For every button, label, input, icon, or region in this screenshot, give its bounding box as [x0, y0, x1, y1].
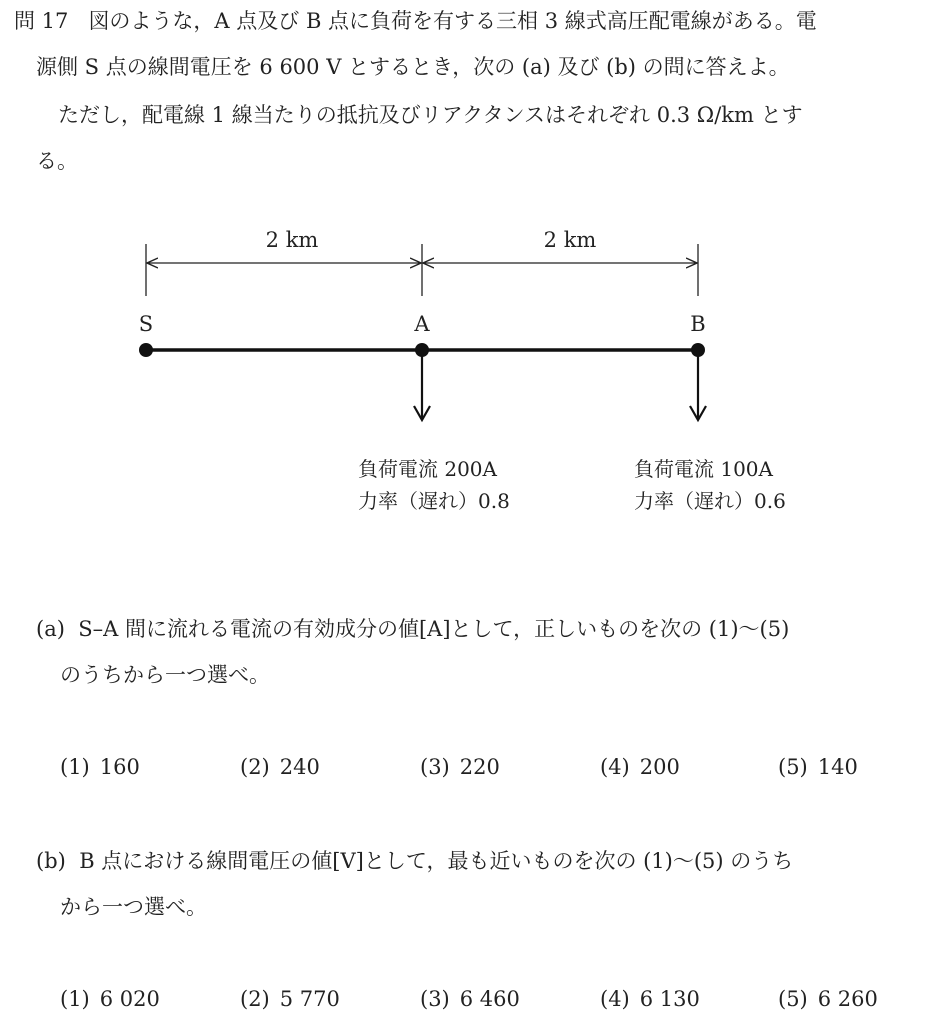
node-dot-s	[139, 343, 153, 357]
question-a-choice-2[interactable]	[240, 752, 320, 782]
choice-number: (4)	[600, 987, 630, 1011]
choice-number: (1)	[60, 755, 90, 779]
question-a-choice-1[interactable]	[60, 752, 140, 782]
question-a-label: (a)	[36, 617, 65, 641]
choice-value: 200	[639, 755, 680, 779]
load-a-pf: 力率（遅れ）0.8	[358, 489, 510, 513]
problem-line-3: ただし，配電線 1 線当たりの抵抗及びリアクタンスはそれぞれ 0.3 Ω/km とす	[58, 103, 803, 127]
dim-label-ab: 2 km	[543, 228, 597, 252]
choice-number: (5)	[778, 987, 808, 1011]
choice-number: (2)	[240, 755, 270, 779]
question-b-line-1	[36, 846, 793, 876]
question-b-text-1: B 点における線間電圧の値[V]として，最も近いものを次の (1)～(5) のうち	[79, 849, 794, 873]
question-b-choice-1[interactable]	[60, 984, 160, 1014]
problem-text-1: 図のような，A 点及び B 点に負荷を有する三相 3 線式高圧配電線がある。電	[88, 9, 817, 33]
question-b-choice-2[interactable]	[240, 984, 340, 1014]
dim-label-sa: 2 km	[265, 228, 319, 252]
question-a-choice-5[interactable]	[778, 752, 858, 782]
choice-number: (3)	[420, 755, 450, 779]
question-a-line-2: のうちから一つ選べ。	[60, 663, 270, 687]
question-b-label: (b)	[36, 849, 66, 873]
choice-value: 160	[99, 755, 140, 779]
question-a-line-1	[36, 614, 789, 644]
node-label-s: S	[138, 312, 154, 336]
problem-line-2: 源側 S 点の線間電圧を 6 600 V とするとき，次の (a) 及び (b) の問に答えよ。	[36, 55, 790, 79]
node-label-a: A	[414, 312, 430, 336]
question-b-choice-4[interactable]	[600, 984, 700, 1014]
choice-value: 140	[817, 755, 858, 779]
question-b-choice-5[interactable]	[778, 984, 878, 1014]
question-b-choice-3[interactable]	[420, 984, 520, 1014]
load-b-current: 負荷電流 100A	[634, 457, 773, 481]
choice-value: 240	[279, 755, 320, 779]
choice-value: 5 770	[279, 987, 340, 1011]
load-a-current: 負荷電流 200A	[358, 457, 497, 481]
choice-number: (5)	[778, 755, 808, 779]
choice-value: 220	[459, 755, 500, 779]
choice-value: 6 130	[639, 987, 700, 1011]
question-a-text-1: S–A 間に流れる電流の有効成分の値[A]として，正しいものを次の (1)～(5)	[78, 617, 790, 641]
choice-value: 6 020	[99, 987, 160, 1011]
choice-number: (4)	[600, 755, 630, 779]
choice-value: 6 460	[459, 987, 520, 1011]
choice-number: (3)	[420, 987, 450, 1011]
choice-value: 6 260	[817, 987, 878, 1011]
load-b-pf: 力率（遅れ）0.6	[634, 489, 786, 513]
question-a-choice-4[interactable]	[600, 752, 680, 782]
question-a-choice-3[interactable]	[420, 752, 500, 782]
question-b-line-2: から一つ選べ。	[60, 895, 207, 919]
choice-number: (1)	[60, 987, 90, 1011]
choice-number: (2)	[240, 987, 270, 1011]
problem-number: 問 17	[14, 9, 69, 33]
node-label-b: B	[690, 312, 706, 336]
problem-line-4: る。	[36, 149, 78, 173]
